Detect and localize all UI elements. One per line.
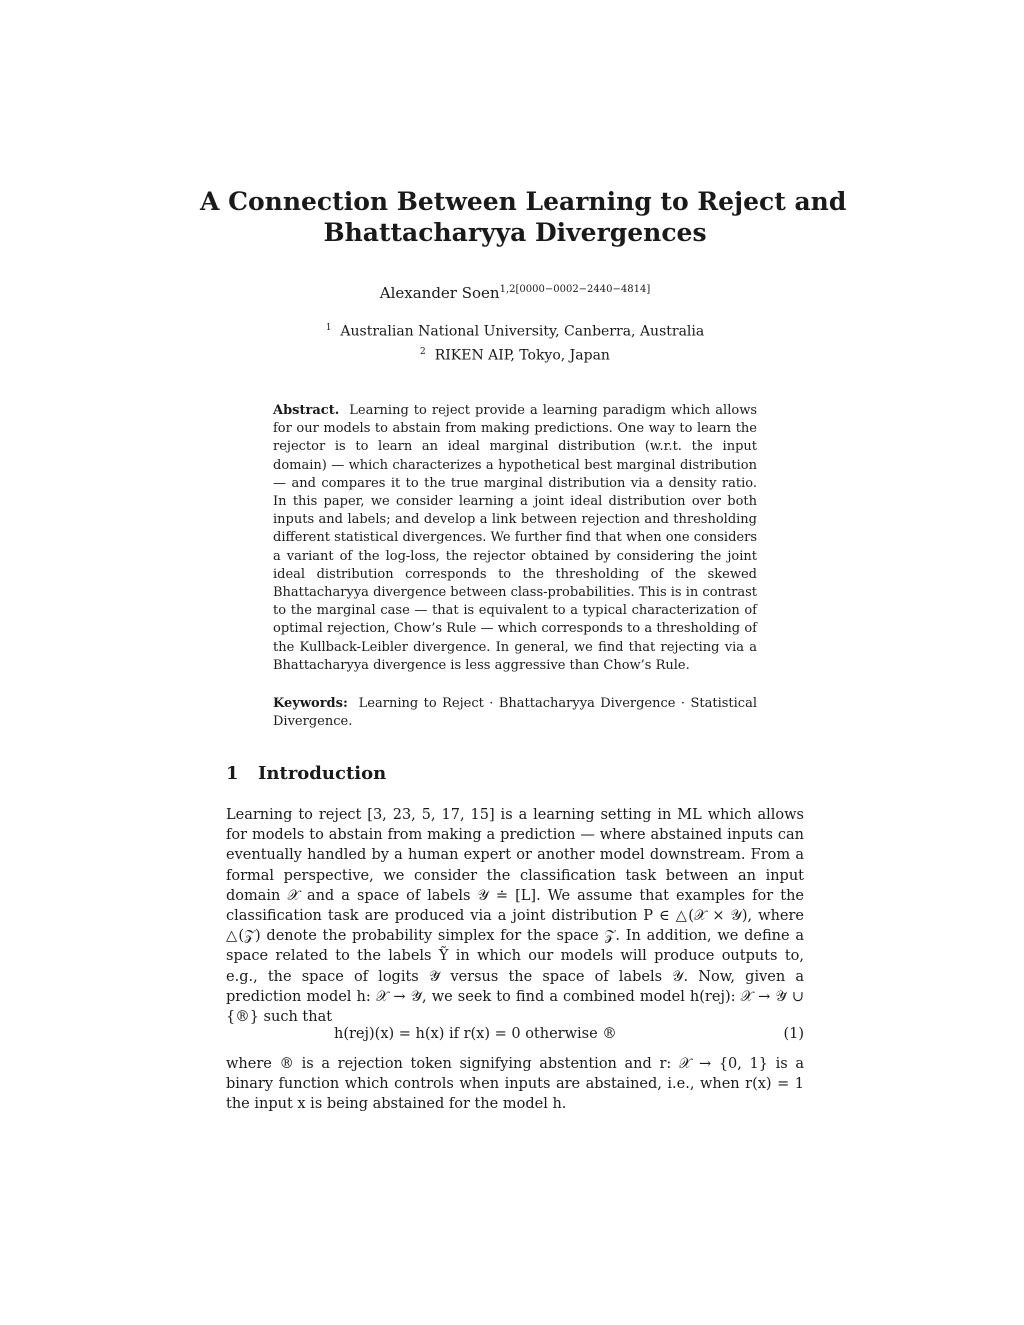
keywords: [273, 695, 757, 731]
affiliation-mark: 1: [325, 323, 332, 333]
abstract: [273, 402, 757, 675]
section-title: Introduction: [258, 763, 387, 784]
section-number: 1: [226, 763, 239, 784]
affiliation-text: Australian National University, Canberra, Australia: [340, 323, 705, 340]
author-name: Alexander Soen: [379, 284, 500, 302]
affiliation-1: [200, 318, 830, 342]
keywords-label: Keywords:: [273, 696, 348, 711]
affiliation-mark: 2: [420, 346, 426, 357]
affiliations: [200, 318, 830, 365]
equation-expression: h(rej)(x) = h(x) if r(x) = 0 otherwise ®: [334, 1026, 617, 1042]
author-line: [200, 284, 830, 302]
abstract-text: Learning to reject provide a learning paradigm which allows for our models to abstain from making predictions. One way to learn the rejector is to learn an ideal marginal distribution (w.r.t. the input domain) — which characterizes a hypothetical best marginal distribution — and compares it to the true marginal distribution via a density ratio. In this paper, we consider learning a joint ideal distribution over both inputs and labels; and develop a link between rejection and thresholding different statistical divergences. We further find that when one considers a variant of the log-loss, the rejector obtained by considering the joint ideal distribution corresponds to the thresholding of the skewed Bhattacharyya divergence between class-probabilities. This is in contrast to the marginal case — that is equivalent to a typical characterization of optimal rejection, Chow’s Rule — which corresponds to a thresholding of the Kullback-Leibler divergence. In general, we find that rejecting via a Bhattacharyya divergence is less aggressive than Chow’s Rule.: [273, 403, 757, 673]
section-heading: [226, 763, 386, 784]
abstract-label: Abstract.: [273, 403, 340, 418]
affiliation-2: [200, 342, 830, 366]
affiliation-text: RIKEN AIP, Tokyo, Japan: [434, 347, 610, 364]
post-equation-paragraph: where ® is a rejection token signifying abstention and r: 𝒳 → {0, 1} is a binary function which controls when inputs are abstained, i.e., when r(x) = 1 the input x is being abstained for the model h.: [226, 1056, 804, 1113]
keywords-text: Learning to Reject · Bhattacharyya Divergence · Statistical Divergence.: [273, 696, 757, 730]
title-line-2: Bhattacharyya Divergences: [323, 218, 707, 247]
equation-number: (1): [783, 1026, 804, 1042]
intro-paragraph: Learning to reject [3, 23, 5, 17, 15] is a learning setting in ML which allows for models to abstain from making a prediction — where abstained inputs can eventually handled by a human expert or another model downstream. From a formal perspective, we consider the classification task between an input domain 𝒳 and a space of labels 𝒴 ≐ [L]. We assume that examples for the classification task are produced via a joint distribution P ∈ △(𝒳 × 𝒴), where △(𝒵) denote the probability simplex for the space 𝒵. In addition, we define a space related to the labels Ỹ in which our models will produce outputs to, e.g., the space of logits 𝒴̃ versus the space of labels 𝒴. Now, given a prediction model h: 𝒳 → 𝒴̃, we seek to find a combined model h(rej): 𝒳 → 𝒴̃ ∪ {®} such that: [226, 807, 804, 1026]
paper-title: [200, 186, 847, 248]
author-superscript: 1,2[0000−0002−2440−4814]: [499, 284, 651, 295]
title-line-1: A Connection Between Learning to Reject and: [200, 187, 847, 216]
